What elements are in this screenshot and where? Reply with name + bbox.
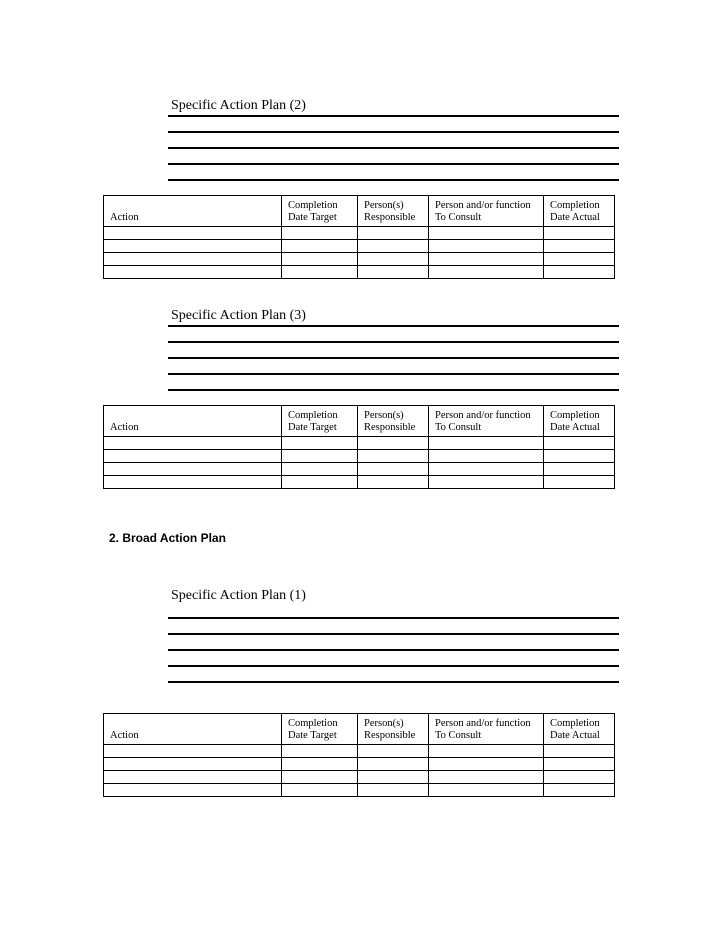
table-cell[interactable]	[429, 758, 544, 771]
table-cell[interactable]	[282, 266, 358, 279]
table-cell[interactable]	[282, 437, 358, 450]
fill-line	[168, 373, 619, 375]
table-cell[interactable]	[282, 450, 358, 463]
table-cell[interactable]	[358, 463, 429, 476]
table-cell[interactable]	[358, 437, 429, 450]
plan-title-1: Specific Action Plan (1)	[171, 588, 306, 603]
table-cell[interactable]	[544, 784, 615, 797]
fill-line	[168, 617, 619, 619]
fill-line	[168, 341, 619, 343]
table-cell[interactable]	[104, 240, 282, 253]
header-completion-target: Completion Date Target	[282, 196, 358, 227]
header-completion-actual: Completion Date Actual	[544, 714, 615, 745]
table-cell[interactable]	[429, 771, 544, 784]
table-row	[104, 437, 615, 450]
table-cell[interactable]	[282, 758, 358, 771]
table-row	[104, 450, 615, 463]
header-completion-actual: Completion Date Actual	[544, 406, 615, 437]
header-person-responsible: Person(s) Responsible	[358, 196, 429, 227]
table-cell[interactable]	[104, 476, 282, 489]
header-person-to-consult: Person and/or function To Consult	[429, 714, 544, 745]
table-cell[interactable]	[358, 758, 429, 771]
plan-title-3: Specific Action Plan (3)	[171, 308, 306, 323]
table-cell[interactable]	[104, 437, 282, 450]
table-cell[interactable]	[104, 758, 282, 771]
table-cell[interactable]	[104, 463, 282, 476]
table-cell[interactable]	[544, 240, 615, 253]
table-cell[interactable]	[104, 227, 282, 240]
action-plan-table-3	[103, 405, 615, 489]
table-cell[interactable]	[429, 240, 544, 253]
table-cell[interactable]	[429, 437, 544, 450]
table-cell[interactable]	[104, 266, 282, 279]
table-cell[interactable]	[429, 476, 544, 489]
table-row	[104, 758, 615, 771]
table-cell[interactable]	[358, 266, 429, 279]
table-cell[interactable]	[544, 437, 615, 450]
fill-line	[168, 649, 619, 651]
header-completion-target: Completion Date Target	[282, 406, 358, 437]
table-cell[interactable]	[429, 745, 544, 758]
table-cell[interactable]	[282, 227, 358, 240]
table-cell[interactable]	[104, 784, 282, 797]
table-cell[interactable]	[358, 784, 429, 797]
table-header-row	[104, 406, 615, 437]
table-cell[interactable]	[104, 450, 282, 463]
table-cell[interactable]	[282, 771, 358, 784]
table-cell[interactable]	[429, 266, 544, 279]
table-cell[interactable]	[544, 227, 615, 240]
table-cell[interactable]	[544, 745, 615, 758]
table-cell[interactable]	[358, 240, 429, 253]
fill-line	[168, 665, 619, 667]
header-action: Action	[104, 406, 282, 437]
header-person-responsible: Person(s) Responsible	[358, 714, 429, 745]
table-header-row	[104, 196, 615, 227]
plan-title-2: Specific Action Plan (2)	[171, 98, 306, 113]
action-plan-table-2	[103, 195, 615, 279]
table-cell[interactable]	[104, 771, 282, 784]
table-row	[104, 476, 615, 489]
table-cell[interactable]	[544, 450, 615, 463]
table-cell[interactable]	[282, 253, 358, 266]
table-cell[interactable]	[282, 784, 358, 797]
table-cell[interactable]	[358, 771, 429, 784]
table-cell[interactable]	[358, 745, 429, 758]
table-cell[interactable]	[104, 253, 282, 266]
fill-line	[168, 325, 619, 327]
table-row	[104, 266, 615, 279]
table-cell[interactable]	[544, 758, 615, 771]
table-header-row	[104, 714, 615, 745]
table-cell[interactable]	[358, 450, 429, 463]
table-cell[interactable]	[282, 240, 358, 253]
table-row	[104, 463, 615, 476]
table-cell[interactable]	[544, 476, 615, 489]
header-action: Action	[104, 714, 282, 745]
table-cell[interactable]	[429, 784, 544, 797]
table-row	[104, 771, 615, 784]
table-row	[104, 227, 615, 240]
table-cell[interactable]	[282, 463, 358, 476]
table-cell[interactable]	[429, 253, 544, 266]
fill-line	[168, 179, 619, 181]
table-row	[104, 745, 615, 758]
fill-line	[168, 681, 619, 683]
table-cell[interactable]	[282, 476, 358, 489]
fill-line	[168, 633, 619, 635]
table-cell[interactable]	[104, 745, 282, 758]
table-cell[interactable]	[282, 745, 358, 758]
table-cell[interactable]	[358, 227, 429, 240]
table-cell[interactable]	[544, 266, 615, 279]
header-person-to-consult: Person and/or function To Consult	[429, 196, 544, 227]
fill-line	[168, 389, 619, 391]
table-cell[interactable]	[358, 253, 429, 266]
table-row	[104, 240, 615, 253]
table-cell[interactable]	[544, 253, 615, 266]
table-row	[104, 253, 615, 266]
fill-line	[168, 163, 619, 165]
fill-line	[168, 147, 619, 149]
fill-line	[168, 131, 619, 133]
header-completion-target: Completion Date Target	[282, 714, 358, 745]
table-cell[interactable]	[358, 476, 429, 489]
fill-line	[168, 115, 619, 117]
broad-action-plan-heading: 2. Broad Action Plan	[109, 531, 226, 545]
table-cell[interactable]	[544, 771, 615, 784]
fill-line	[168, 357, 619, 359]
action-plan-table-1	[103, 713, 615, 797]
table-cell[interactable]	[429, 463, 544, 476]
header-completion-actual: Completion Date Actual	[544, 196, 615, 227]
table-cell[interactable]	[544, 463, 615, 476]
table-cell[interactable]	[429, 450, 544, 463]
table-cell[interactable]	[429, 227, 544, 240]
header-person-responsible: Person(s) Responsible	[358, 406, 429, 437]
table-row	[104, 784, 615, 797]
header-action: Action	[104, 196, 282, 227]
header-person-to-consult: Person and/or function To Consult	[429, 406, 544, 437]
